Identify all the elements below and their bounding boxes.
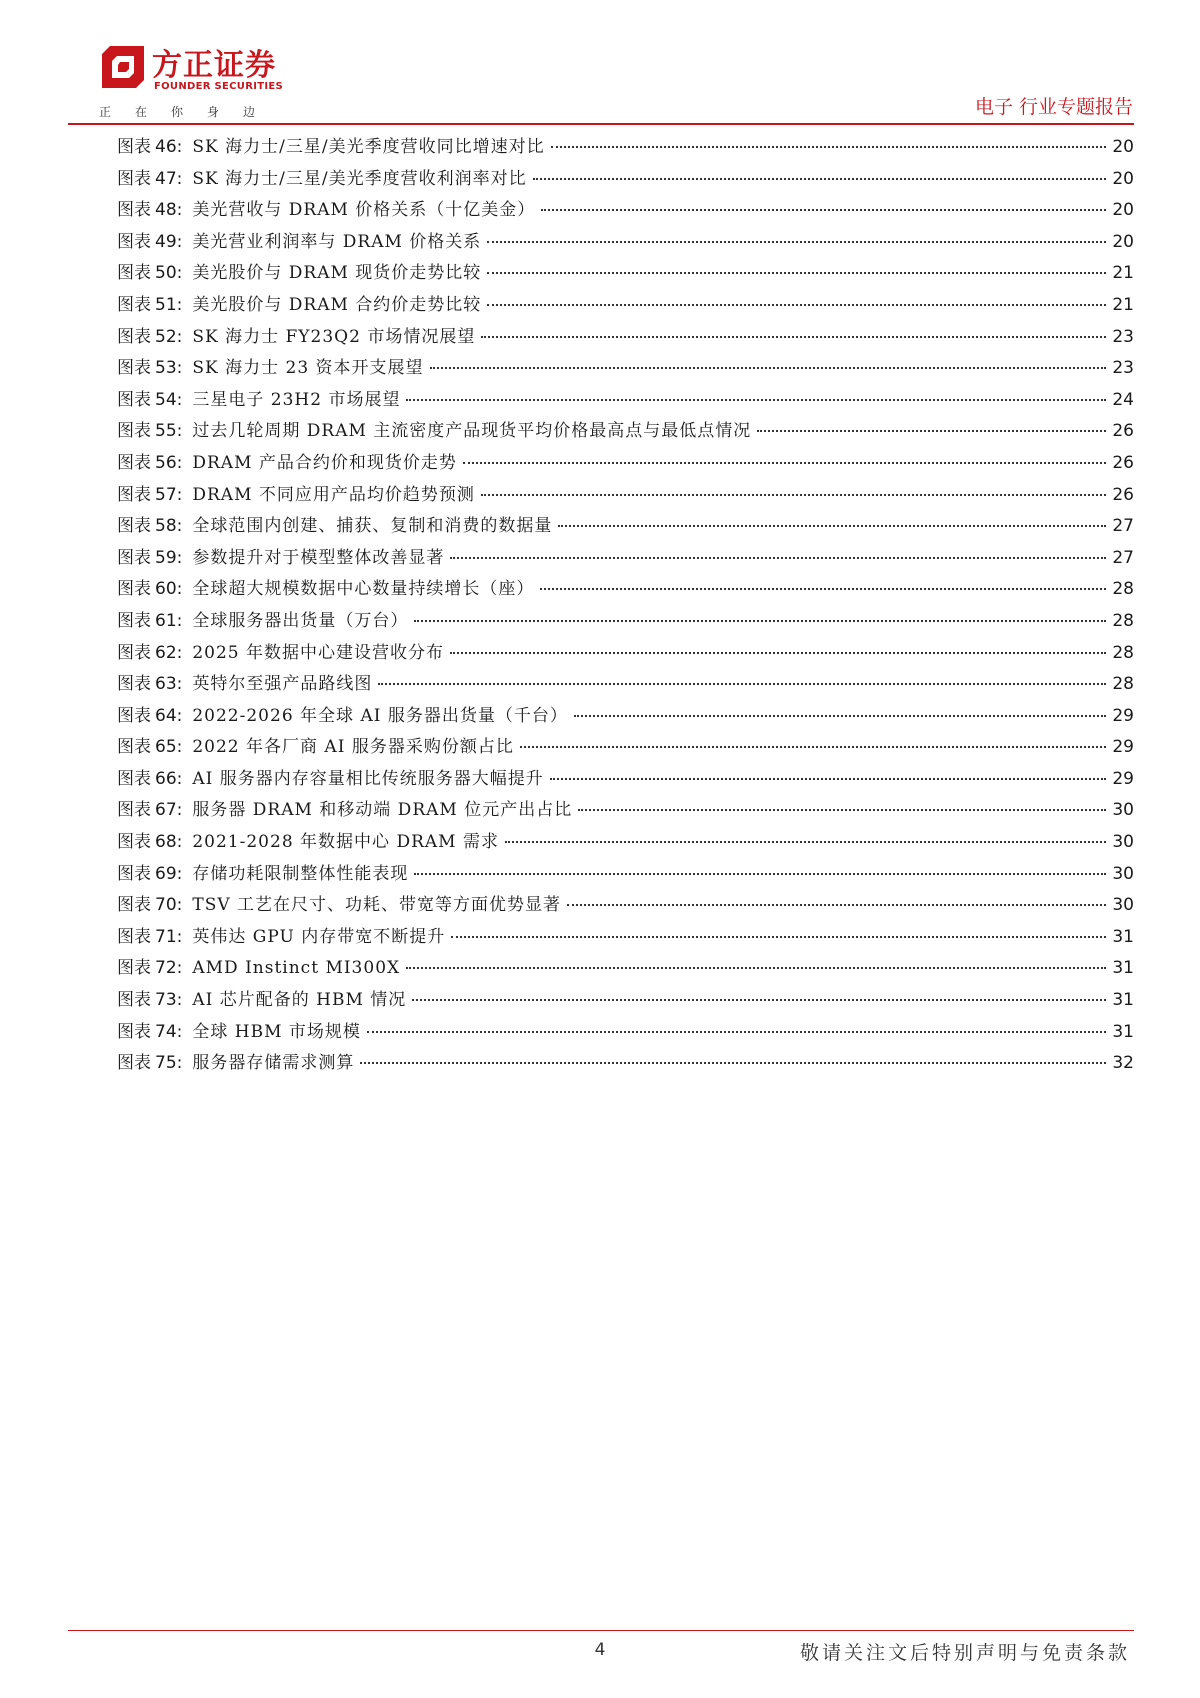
toc-entry-label: 图表 [117, 990, 151, 1011]
toc-entry-label: 图表 [117, 926, 151, 947]
toc-entry-page: 24 [1112, 389, 1134, 410]
toc-entry-label: 图表 [117, 579, 151, 600]
toc-entry-label: 图表 [117, 642, 151, 663]
toc-entry-number: 56: [155, 452, 183, 473]
toc-entry-title: AI 服务器内存容量相比传统服务器大幅提升 [192, 768, 544, 789]
toc-entry[interactable] [117, 322, 1134, 354]
toc-entry-number: 51: [155, 294, 183, 315]
toc-entry-title: SK 海力士/三星/美光季度营收利润率对比 [192, 168, 527, 189]
toc-entry-label: 图表 [117, 800, 151, 821]
toc-entry-label: 图表 [117, 674, 151, 695]
toc-leader-dots [541, 209, 1106, 211]
toc-entry[interactable] [117, 543, 1134, 575]
toc-entry-label: 图表 [117, 168, 151, 189]
toc-entry-page: 21 [1112, 263, 1134, 284]
toc-entry-label: 图表 [117, 421, 151, 442]
toc-leader-dots [578, 809, 1106, 811]
toc-entry-page: 27 [1112, 547, 1134, 568]
toc-entry[interactable] [117, 258, 1134, 290]
toc-entry-number: 46: [155, 137, 183, 157]
toc-entry-page: 31 [1112, 990, 1134, 1011]
page-header [0, 0, 1200, 130]
toc-entry[interactable] [117, 1017, 1134, 1049]
toc-entry-number: 66: [155, 768, 183, 789]
brand-slogan: 正在你身边 [99, 105, 280, 119]
toc-leader-dots [540, 588, 1106, 590]
toc-entry-page: 32 [1112, 1053, 1134, 1074]
toc-entry[interactable] [117, 385, 1134, 417]
toc-entry-label: 图表 [117, 547, 151, 568]
toc-entry-label: 图表 [117, 200, 151, 221]
toc-entry[interactable] [117, 764, 1134, 796]
toc-entry[interactable] [117, 922, 1134, 954]
toc-entry-page: 26 [1112, 421, 1134, 442]
toc-entry[interactable] [117, 164, 1134, 196]
toc-entry-label: 图表 [117, 326, 151, 347]
toc-entry-label: 图表 [117, 958, 151, 979]
toc-leader-dots [487, 241, 1106, 243]
toc-entry-title: 美光股价与 DRAM 现货价走势比较 [192, 263, 482, 284]
toc-entry-page: 30 [1112, 895, 1134, 916]
toc-entry-title: 全球服务器出货量（万台） [192, 610, 409, 631]
toc-leader-dots [463, 462, 1106, 464]
toc-leader-dots [505, 841, 1106, 843]
header-divider [68, 123, 1134, 125]
toc-entry-label: 图表 [117, 705, 151, 726]
toc-entry-label: 图表 [117, 484, 151, 505]
toc-entry-number: 68: [155, 832, 183, 853]
toc-entry-page: 28 [1112, 674, 1134, 695]
toc-leader-dots [360, 1062, 1106, 1064]
toc-entry-number: 69: [155, 863, 183, 884]
toc-entry-page: 29 [1112, 768, 1134, 789]
founder-logo-icon [100, 44, 146, 90]
toc-entry-title: 三星电子 23H2 市场展望 [192, 389, 401, 410]
toc-leader-dots [378, 683, 1106, 685]
toc-leader-dots [451, 936, 1106, 938]
toc-leader-dots [412, 999, 1106, 1001]
toc-entry-page: 30 [1112, 863, 1134, 884]
toc-entry[interactable] [117, 416, 1134, 448]
toc-entry-label: 图表 [117, 768, 151, 789]
toc-entry-page: 26 [1112, 452, 1134, 473]
toc-leader-dots [558, 525, 1106, 527]
toc-entry-page: 23 [1112, 326, 1134, 347]
toc-leader-dots [520, 746, 1107, 748]
toc-entry-page: 28 [1112, 642, 1134, 663]
toc-entry-page: 26 [1112, 484, 1134, 505]
toc-entry-page: 27 [1112, 516, 1134, 537]
toc-entry-number: 52: [155, 326, 183, 347]
toc-leader-dots [367, 1031, 1106, 1033]
toc-entry-number: 53: [155, 358, 183, 379]
toc-entry-number: 70: [155, 895, 183, 916]
toc-entry-title: 服务器 DRAM 和移动端 DRAM 位元产出占比 [192, 800, 573, 821]
toc-entry[interactable] [117, 195, 1134, 227]
toc-entry-number: 54: [155, 389, 183, 410]
toc-entry-number: 58: [155, 516, 183, 537]
toc-entry-label: 图表 [117, 1053, 151, 1074]
toc-entry-title: 参数提升对于模型整体改善显著 [192, 547, 445, 568]
toc-entry-page: 20 [1112, 231, 1134, 252]
toc-entry-number: 61: [155, 610, 183, 631]
brand-name-en: FOUNDER SECURITIES [154, 81, 284, 92]
toc-leader-dots [430, 367, 1107, 369]
toc-entry-title: 全球范围内创建、捕获、复制和消费的数据量 [192, 516, 553, 537]
toc-entry[interactable] [117, 701, 1134, 733]
toc-leader-dots [481, 336, 1106, 338]
toc-leader-dots [406, 399, 1106, 401]
toc-entry-page: 28 [1112, 579, 1134, 600]
toc-entry[interactable] [117, 290, 1134, 322]
toc-entry-label: 图表 [117, 610, 151, 631]
toc-entry-label: 图表 [117, 137, 151, 157]
toc-leader-dots [450, 652, 1106, 654]
disclaimer-note: 敬请关注文后特别声明与免责条款 [799, 1642, 1130, 1664]
toc-entry-label: 图表 [117, 389, 151, 410]
toc-entry-title: 存储功耗限制整体性能表现 [192, 863, 409, 884]
toc-entry-label: 图表 [117, 358, 151, 379]
toc-entry-number: 73: [155, 990, 183, 1011]
toc-leader-dots [574, 715, 1107, 717]
toc-entry-title: 全球 HBM 市场规模 [192, 1021, 361, 1042]
toc-entry-title: AMD Instinct MI300X [192, 958, 401, 979]
toc-entry-label: 图表 [117, 832, 151, 853]
toc-entry[interactable] [117, 227, 1134, 259]
toc-entry-number: 50: [155, 263, 183, 284]
toc-leader-dots [487, 304, 1106, 306]
toc-entry-number: 64: [155, 705, 183, 726]
toc-entry-page: 29 [1112, 737, 1134, 758]
toc-entry-page: 20 [1112, 137, 1134, 157]
toc-leader-dots [414, 620, 1106, 622]
toc-entry-number: 55: [155, 421, 183, 442]
toc-entry-number: 72: [155, 958, 183, 979]
toc-entry-page: 29 [1112, 705, 1134, 726]
toc-entry-title: 2022-2026 年全球 AI 服务器出货量（千台） [192, 705, 568, 726]
toc-entry-title: 美光营业利润率与 DRAM 价格关系 [192, 231, 482, 252]
report-type: 电子 行业专题报告 [974, 96, 1133, 118]
toc-leader-dots [757, 430, 1106, 432]
toc-entry-page: 23 [1112, 358, 1134, 379]
brand-name: 方正证券 [152, 48, 276, 83]
toc-leader-dots [414, 873, 1106, 875]
toc-entry-number: 60: [155, 579, 183, 600]
toc-entry-number: 71: [155, 926, 183, 947]
toc-entry-title: DRAM 不同应用产品均价趋势预测 [192, 484, 475, 505]
toc-entry-number: 75: [155, 1053, 183, 1074]
toc-entry-label: 图表 [117, 516, 151, 537]
toc-entry-label: 图表 [117, 737, 151, 758]
toc-entry-label: 图表 [117, 895, 151, 916]
figure-index-list [117, 132, 1134, 1080]
toc-entry-title: 2021-2028 年数据中心 DRAM 需求 [192, 832, 499, 853]
toc-entry[interactable] [117, 574, 1134, 606]
toc-entry[interactable] [117, 132, 1134, 164]
toc-entry-label: 图表 [117, 1021, 151, 1042]
toc-entry-number: 59: [155, 547, 183, 568]
toc-entry-title: 2025 年数据中心建设营收分布 [192, 642, 445, 663]
page-number: 4 [594, 1640, 606, 1660]
toc-entry-number: 57: [155, 484, 183, 505]
toc-leader-dots [487, 272, 1106, 274]
toc-entry-label: 图表 [117, 263, 151, 284]
toc-entry[interactable] [117, 480, 1134, 512]
toc-leader-dots [406, 967, 1106, 969]
toc-leader-dots [550, 778, 1107, 780]
toc-entry-page: 30 [1112, 832, 1134, 853]
toc-entry[interactable] [117, 353, 1134, 385]
toc-entry-label: 图表 [117, 863, 151, 884]
toc-leader-dots [533, 178, 1107, 180]
toc-entry[interactable] [117, 511, 1134, 543]
toc-entry-title: 服务器存储需求测算 [192, 1053, 355, 1074]
toc-entry-title: 全球超大规模数据中心数量持续增长（座） [192, 579, 535, 600]
toc-entry-title: 美光营收与 DRAM 价格关系（十亿美金） [192, 200, 536, 221]
toc-entry-page: 28 [1112, 610, 1134, 631]
toc-entry-title: 美光股价与 DRAM 合约价走势比较 [192, 294, 482, 315]
toc-entry-number: 65: [155, 737, 183, 758]
toc-leader-dots [567, 904, 1106, 906]
toc-entry-label: 图表 [117, 231, 151, 252]
toc-entry-page: 21 [1112, 294, 1134, 315]
toc-entry[interactable] [117, 638, 1134, 670]
toc-entry-page: 31 [1112, 1021, 1134, 1042]
toc-entry-number: 47: [155, 168, 183, 189]
toc-entry-number: 67: [155, 800, 183, 821]
toc-entry-label: 图表 [117, 294, 151, 315]
toc-entry-number: 63: [155, 674, 183, 695]
toc-entry-title: 2022 年各厂商 AI 服务器采购份额占比 [192, 737, 514, 758]
toc-entry-title: 过去几轮周期 DRAM 主流密度产品现货平均价格最高点与最低点情况 [192, 421, 752, 442]
toc-entry-title: DRAM 产品合约价和现货价走势 [192, 452, 457, 473]
toc-entry[interactable] [117, 732, 1134, 764]
toc-entry-number: 74: [155, 1021, 183, 1042]
toc-entry-page: 20 [1112, 200, 1134, 221]
toc-entry-title: 英特尔至强产品路线图 [192, 674, 373, 695]
toc-entry-page: 30 [1112, 800, 1134, 821]
toc-entry[interactable] [117, 827, 1134, 859]
toc-entry[interactable] [117, 606, 1134, 638]
toc-entry-page: 31 [1112, 926, 1134, 947]
toc-entry[interactable] [117, 669, 1134, 701]
toc-entry-number: 49: [155, 231, 183, 252]
toc-leader-dots [481, 494, 1106, 496]
toc-entry-title: AI 芯片配备的 HBM 情况 [192, 990, 407, 1011]
toc-entry[interactable] [117, 1048, 1134, 1080]
toc-entry-number: 48: [155, 200, 183, 221]
toc-entry-title: 英伟达 GPU 内存带宽不断提升 [192, 926, 446, 947]
toc-entry[interactable] [117, 795, 1134, 827]
toc-entry[interactable] [117, 890, 1134, 922]
toc-entry-number: 62: [155, 642, 183, 663]
toc-entry-title: TSV 工艺在尺寸、功耗、带宽等方面优势显著 [192, 895, 562, 916]
toc-entry[interactable] [117, 859, 1134, 891]
toc-entry-title: SK 海力士 FY23Q2 市场情况展望 [192, 326, 476, 347]
toc-entry-title: SK 海力士 23 资本开支展望 [192, 358, 424, 379]
toc-entry-page: 20 [1112, 168, 1134, 189]
toc-entry-title: SK 海力士/三星/美光季度营收同比增速对比 [192, 137, 545, 157]
footer-divider [68, 1630, 1134, 1631]
toc-entry[interactable] [117, 985, 1134, 1017]
toc-entry-label: 图表 [117, 452, 151, 473]
toc-entry-page: 31 [1112, 958, 1134, 979]
toc-entry[interactable] [117, 953, 1134, 985]
toc-leader-dots [450, 557, 1106, 559]
toc-entry[interactable] [117, 448, 1134, 480]
toc-leader-dots [551, 146, 1107, 148]
